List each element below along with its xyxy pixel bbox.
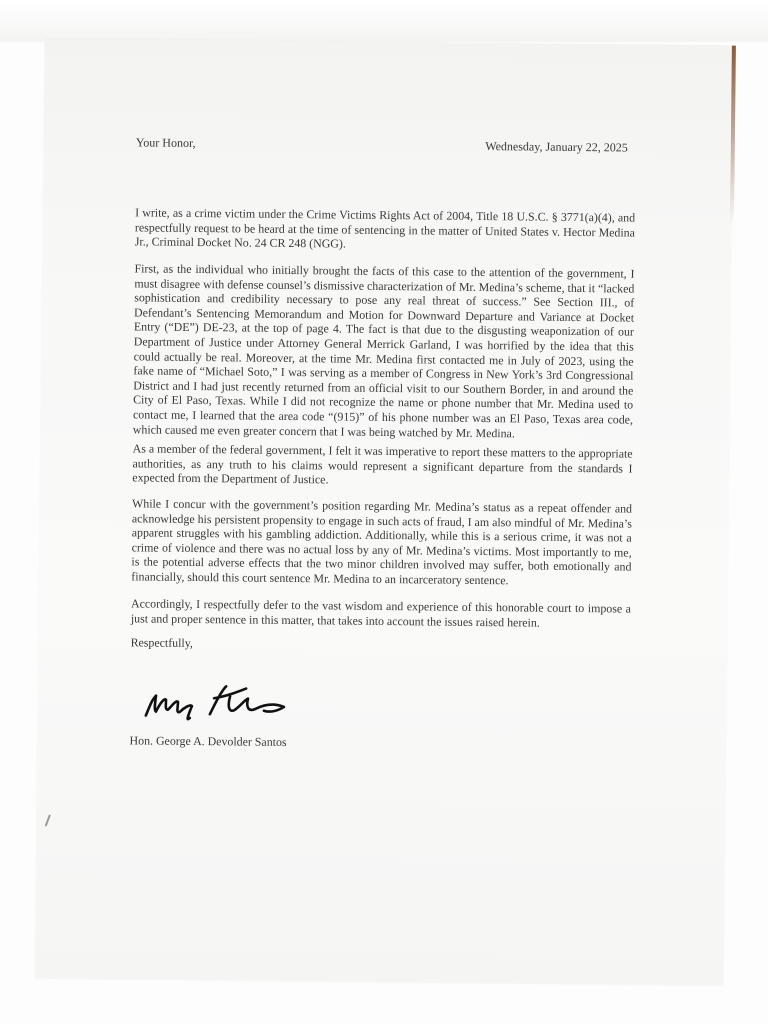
background-surface xyxy=(0,0,768,42)
paragraph-intro: I write, as a crime victim under the Crime Victims Rights Act of 2004, Title 18 U.S.C. § 3771(a)(4), and respectfully request to be heard at the time of sentencing in the matter of United States v. Hector Medina Jr., Criminal Docket No. 24 CR 248 (NGG). xyxy=(134,205,636,251)
paragraph-concur: While I concur with the government’s position regarding Mr. Medina’s status as a repeat offender and acknowledge his persistent propensity to engage in such acts of fraud, I am also mindful of Mr. Medina’s apparent struggles with his gambling addiction. Additionally, while this is a serious crime, it was not a crime of violence and there was no actual loss by any of Mr. Medina’s victims. Most importantly to me, is the potential adverse effects that the two minor children involved may suffer, both emotionally and financially, should this court sentence Mr. Medina to an incarceratory sentence. xyxy=(131,496,633,588)
page-edge xyxy=(730,46,736,226)
signer-name: Hon. George A. Devolder Santos xyxy=(129,733,287,749)
letter-header xyxy=(136,135,628,155)
paragraph-member: As a member of the federal government, I felt it was imperative to report these matters to the appropriate authorities, as any truth to his claims would represent a significant departure from the standards I expected from the Department of Justice. xyxy=(132,441,633,487)
pencil-mark xyxy=(45,815,51,827)
letter-page xyxy=(35,38,733,985)
paragraph-first: First, as the individual who initially brought the facts of this case to the attention of the government, I must disagree with defense counsel’s dismissive characterization of Mr. Medina’s scheme, that it “lacked sophistication and credibility necessary to pose any real threat of success.” See Section III., of Defendant’s Sentencing Memorandum and Motion for Downward Departure and Variance at Docket Entry (“DE”) DE-23, at the top of page 4. The fact is that due to the disgusting weaponization of our Department of Justice under Attorney General Merrick Garland, I was horrified by the idea that this could actually be real. Moreover, at the time Mr. Medina first contacted me in July of 2023, using the fake name of “Michael Soto,” I was serving as a member of Congress in New York’s 3rd Congressional District and I had just recently returned from an official visit to our Southern Border, in and around the City of El Paso, Texas. While I did not recognize the name or phone number that Mr. Medina used to contact me, I learned that the area code “(915)” of his phone number was an El Paso, Texas area code, which caused me even greater concern that I was being watched by Mr. Medina. xyxy=(132,261,635,440)
salutation: Your Honor, xyxy=(135,135,196,151)
handwritten-signature xyxy=(138,665,299,727)
letter-date: Wednesday, January 22, 2025 xyxy=(485,139,628,155)
closing: Respectfully, xyxy=(130,635,194,651)
paragraph-accordingly: Accordingly, I respectfully defer to the vast wisdom and experience of this honorable court to impose a just and proper sentence in this matter, that takes into account the issues raised herein. xyxy=(130,596,632,630)
